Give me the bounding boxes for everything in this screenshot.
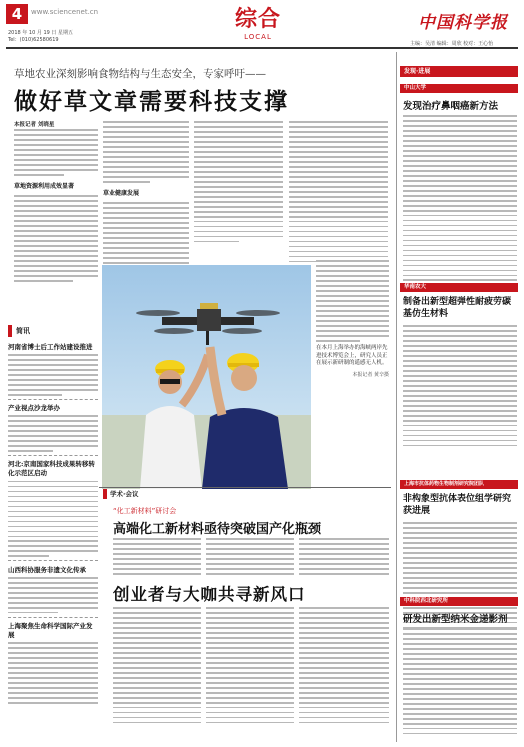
lead-column-2 (103, 121, 189, 264)
story-2-column-2 (206, 538, 294, 575)
lead-column-1 (14, 129, 98, 282)
lead-column-4 (289, 121, 388, 262)
right-story-1-headline[interactable]: 发现治疗鼻咽癌新方法 (403, 101, 499, 112)
story-2-headline[interactable]: 高端化工新材料亟待突破国产化瓶颈 (113, 522, 322, 537)
lead-kicker: 草地农业深刻影响食物结构与生态安全，专家呼吁—— (14, 68, 266, 80)
right-story-1-source: 中山大学 (400, 84, 518, 93)
science-section-label: 学术·会议 (103, 489, 173, 499)
story-3-column-2 (206, 607, 294, 723)
brief-title[interactable]: 河南省博士后工作站建设推进 (8, 343, 93, 351)
photo-credit: 本报记者 黄辛摄 (352, 371, 389, 378)
lead-subhead-1: 草地资源利用成效显著 (14, 182, 75, 190)
editor-credits: 主编：吴清 编辑：周欣 校对：王心怡 (410, 41, 494, 47)
lead-byline: 本报记者 刘晓星 (14, 122, 55, 128)
story-2-column-3 (299, 538, 389, 575)
right-story-2-body (403, 325, 517, 446)
masthead-rule (6, 47, 518, 49)
right-story-2-source: 华南农大 (400, 283, 518, 292)
right-story-4-body (403, 628, 517, 734)
brief-title[interactable]: 山西科协服务非遗文化传承 (8, 565, 86, 574)
section-title-en: LOCAL (244, 33, 272, 41)
lead-column-3 (194, 121, 283, 242)
lead-subhead-2: 草业健康发展 (103, 189, 140, 197)
news-briefs-label: 简讯 (8, 325, 90, 337)
story-3-headline[interactable]: 创业者与大咖共寻新风口 (113, 585, 306, 604)
lead-column-4b (316, 260, 389, 342)
right-column-section-bar: 发现·进展 (400, 66, 518, 77)
right-story-3-headline[interactable]: 非构象型抗体表位组学研究获进展 (403, 494, 512, 516)
newspaper-logo: 中国科学报 (418, 13, 508, 33)
story-3-column-3 (299, 607, 389, 723)
right-story-1-body (403, 115, 517, 281)
column-divider (396, 52, 397, 742)
section-divider (99, 487, 391, 488)
story-2-kicker: “化工新材料”研讨会 (113, 507, 177, 515)
page-number-badge: 4 (6, 4, 28, 24)
section-title: 综合 (234, 6, 281, 32)
news-photo-drone-researchers (102, 265, 311, 489)
right-story-2-headline[interactable]: 制备出新型超弹性耐疲劳碳基仿生材料 (403, 297, 512, 319)
right-story-3-source: 上海市抗体药物生物制剂研究院团队 (400, 480, 518, 489)
news-briefs (8, 342, 98, 704)
brief-title[interactable]: 上海聚焦生命科学国际产业发展 (8, 621, 93, 639)
lead-headline[interactable]: 做好草文章需要科技支撑 (14, 88, 289, 115)
photo-caption-text: 在本月上海举办的海峡两岸先进技术博览会上，研究人员正在展示新研制的遥感无人机。 (316, 345, 388, 366)
dateline: 2018 年 10 月 19 日 星期五 (8, 30, 73, 36)
site-url[interactable]: www.sciencenet.cn (31, 8, 99, 16)
brief-title[interactable]: 产业视点沙龙举办 (8, 404, 60, 413)
photo-caption (316, 345, 389, 378)
phone-number: Tel：(010)62580619 (8, 37, 59, 43)
story-2-column-1 (113, 538, 201, 575)
brief-title[interactable]: 河北:京南国家科技成果转移转化示范区启动 (8, 460, 95, 478)
right-story-4-source: 中科院西北研究所 (400, 597, 518, 606)
right-story-4-headline[interactable]: 研发出新型纳米金递影剂 (403, 614, 508, 625)
story-3-column-1 (113, 607, 201, 723)
